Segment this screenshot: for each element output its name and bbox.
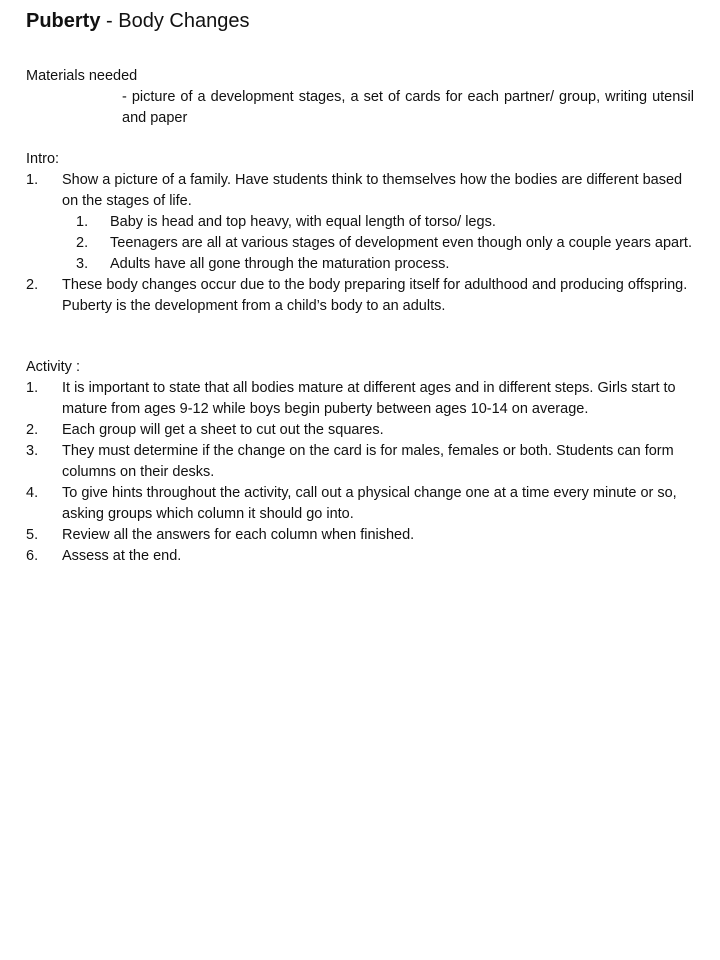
intro-heading: Intro:: [26, 151, 60, 167]
activity-item-text: Assess at the end.: [62, 548, 182, 564]
activity-item-number: 2.: [26, 422, 39, 438]
intro-sublist: [62, 212, 694, 275]
activity-item-text: To give hints throughout the activity, call out a physical change one at a time every minute or so, asking groups which column it should go into.: [62, 485, 677, 522]
title-rest: - Body Changes: [100, 10, 250, 32]
intro-subitem-text: Adults have all gone through the maturation process.: [110, 256, 450, 272]
activity-item: [26, 525, 694, 546]
activity-item: [26, 378, 694, 420]
activity-item: [26, 441, 694, 483]
activity-heading: Activity :: [26, 359, 80, 375]
activity-item-number: 4.: [26, 485, 39, 501]
intro-subitem-number: 1.: [76, 214, 89, 230]
activity-item-text: It is important to state that all bodies mature at different ages and in different steps. Girls start to mature from ages 9-12 while boys begin puberty between ages 10-14 on average.: [62, 380, 676, 417]
activity-item-number: 6.: [26, 548, 39, 564]
intro-subitem-text: Baby is head and top heavy, with equal length of torso/ legs.: [110, 214, 496, 230]
intro-item: [26, 170, 694, 275]
intro-item-number: 1.: [26, 172, 39, 188]
intro-item-text: These body changes occur due to the body preparing itself for adulthood and producing offspring. Puberty is the development from a child’s body to an adults.: [62, 277, 688, 314]
intro-subitem: [62, 233, 694, 254]
intro-item: [26, 275, 694, 317]
intro-subitem-number: 3.: [76, 256, 89, 272]
activity-item: [26, 420, 694, 441]
materials-heading: Materials needed: [26, 68, 138, 84]
activity-item-text: Review all the answers for each column when finished.: [62, 527, 415, 543]
intro-list: [26, 170, 694, 317]
intro-subitem: [62, 254, 694, 275]
activity-item-number: 5.: [26, 527, 39, 543]
intro-subitem-text: Teenagers are all at various stages of development even though only a couple years apart.: [110, 235, 692, 251]
title-bold: Puberty: [26, 10, 101, 32]
activity-item-text: They must determine if the change on the card is for males, females or both. Students can form columns on their desks.: [62, 443, 674, 480]
activity-item: [26, 483, 694, 525]
activity-list: [26, 378, 694, 567]
intro-item-text: Show a picture of a family. Have students think to themselves how the bodies are different based on the stages of life.: [62, 172, 683, 209]
materials-item: - picture of a development stages, a set of cards for each partner/ group, writing utensil and paper: [122, 89, 694, 126]
intro-subitem: [62, 212, 694, 233]
intro-item-number: 2.: [26, 277, 39, 293]
activity-item-text: Each group will get a sheet to cut out the squares.: [62, 422, 384, 438]
intro-subitem-number: 2.: [76, 235, 89, 251]
activity-item: [26, 546, 694, 567]
activity-item-number: 3.: [26, 443, 39, 459]
page-title: [26, 8, 249, 34]
activity-item-number: 1.: [26, 380, 39, 396]
